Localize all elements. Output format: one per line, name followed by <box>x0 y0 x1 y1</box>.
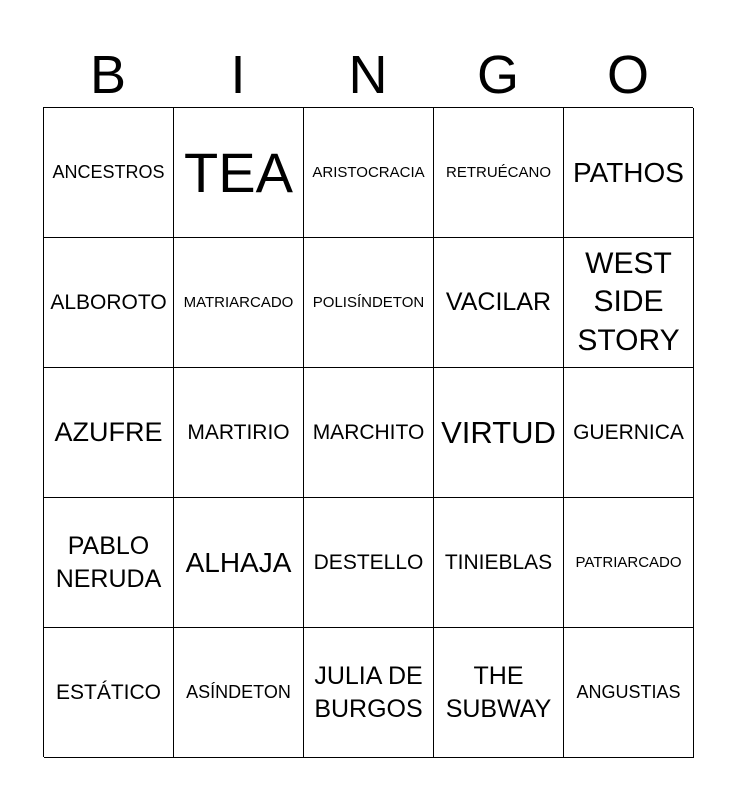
cell-text: ALBOROTO <box>50 290 167 314</box>
bingo-cell <box>564 238 694 368</box>
cell-text: POLISÍNDETON <box>312 293 425 311</box>
cell-text: MARCHITO <box>312 420 425 444</box>
bingo-cell <box>174 238 304 368</box>
cell-text: WEST SIDE STORY <box>577 247 680 357</box>
cell-text: RETRUÉCANO <box>445 163 551 181</box>
bingo-cell <box>44 498 174 628</box>
bingo-cell <box>434 238 564 368</box>
cell-text: MARTIRIO <box>187 420 290 444</box>
bingo-cell <box>304 238 434 368</box>
bingo-cell <box>434 368 564 498</box>
bingo-cell <box>174 368 304 498</box>
cell-text: ANCESTROS <box>52 161 165 182</box>
bingo-header <box>43 44 693 106</box>
cell-text: PATHOS <box>573 156 684 188</box>
bingo-cell <box>564 498 694 628</box>
cell-text: TEA <box>184 140 293 204</box>
bingo-cell <box>174 108 304 238</box>
cell-text: THE SUBWAY <box>445 662 552 723</box>
cell-text: VACILAR <box>445 288 552 317</box>
bingo-cell <box>564 368 694 498</box>
bingo-cell <box>304 108 434 238</box>
bingo-cell <box>44 108 174 238</box>
header-letter-g: G <box>476 45 519 105</box>
cell-text: PABLO NERUDA <box>55 532 162 593</box>
header-letter-i: I <box>230 45 246 105</box>
cell-text: VIRTUD <box>441 414 556 450</box>
bingo-cell <box>174 498 304 628</box>
cell-text: ANGUSTIAS <box>576 681 681 702</box>
bingo-card-grid <box>43 107 693 757</box>
cell-text: DESTELLO <box>313 550 424 574</box>
cell-text: GUERNICA <box>573 420 684 444</box>
bingo-cell <box>44 238 174 368</box>
cell-text: ASÍNDETON <box>186 681 291 702</box>
cell-text: PATRIARCADO <box>575 553 682 571</box>
cell-text: TINIEBLAS <box>444 550 553 574</box>
cell-text: ARISTOCRACIA <box>312 163 425 181</box>
bingo-cell <box>44 368 174 498</box>
header-letter-n: N <box>348 45 388 105</box>
cell-text: AZUFRE <box>54 416 163 447</box>
cell-text: ALHAJA <box>185 546 292 578</box>
cell-text: ESTÁTICO <box>55 680 161 704</box>
bingo-cell <box>304 498 434 628</box>
bingo-cell <box>304 368 434 498</box>
bingo-cell <box>564 108 694 238</box>
header-letter-o: O <box>606 45 649 105</box>
bingo-cell <box>44 628 174 758</box>
bingo-cell <box>174 628 304 758</box>
header-letter-b: B <box>89 45 127 105</box>
bingo-cell <box>304 628 434 758</box>
cell-text: JULIA DE BURGOS <box>314 662 423 723</box>
bingo-cell <box>434 108 564 238</box>
cell-text: MATRIARCADO <box>183 293 294 311</box>
bingo-cell <box>434 498 564 628</box>
bingo-cell <box>564 628 694 758</box>
bingo-cell <box>434 628 564 758</box>
